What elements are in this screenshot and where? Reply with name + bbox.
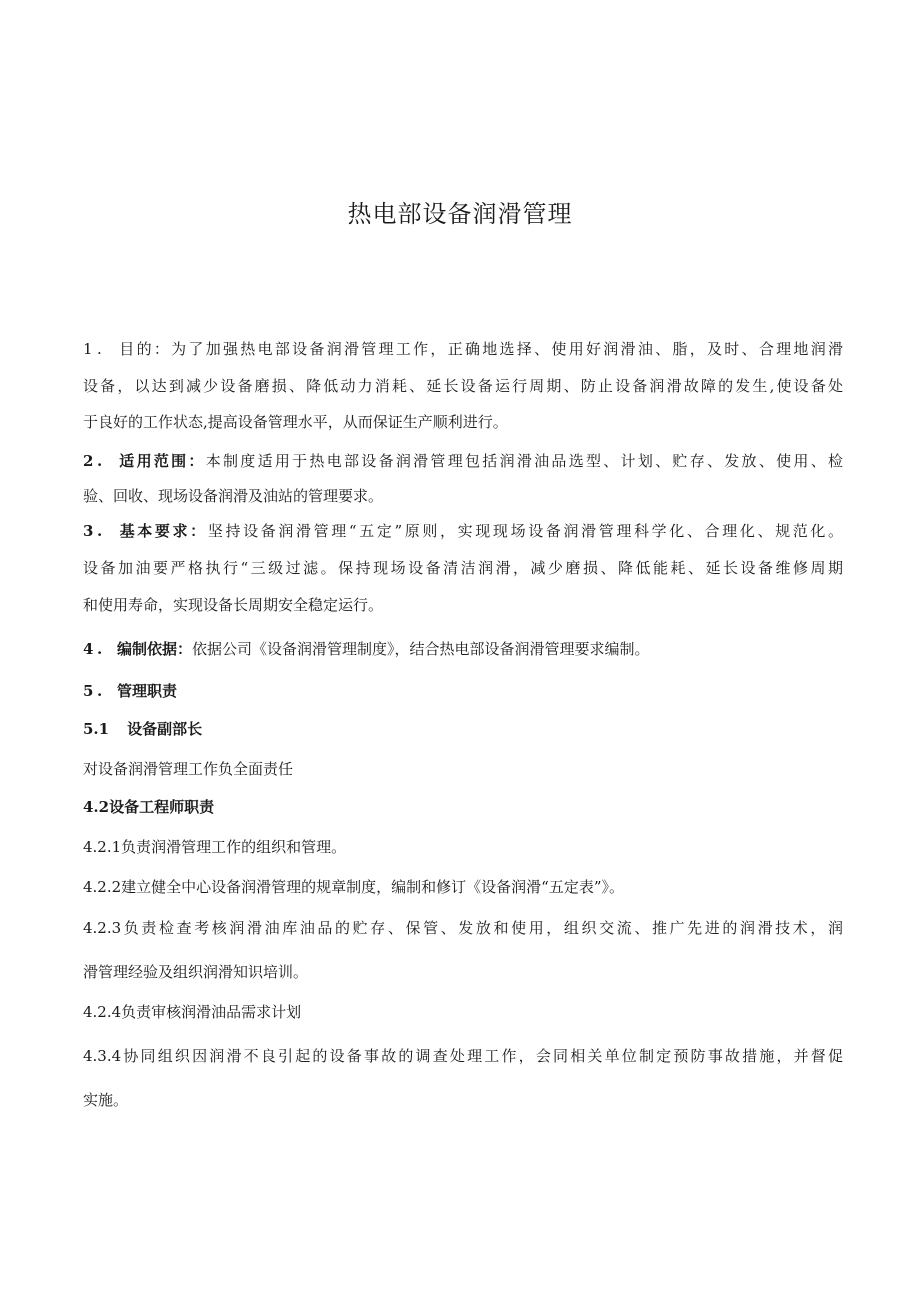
item-4-2-1: 4.2.1负责润滑管理工作的组织和管理。 xyxy=(83,838,347,856)
section-4-dot: . xyxy=(97,640,103,658)
section-4-line-1 xyxy=(83,638,843,659)
section-3-line-3: 和使用寿命，实现设备长周期安全稳定运行。 xyxy=(83,596,384,614)
section-4-text: 依据公司《设备润滑管理制度》，结合热电部设备润滑管理要求编制。 xyxy=(192,640,650,658)
subsection-4-2-heading: 4.2设备工程师职责 xyxy=(83,798,215,816)
section-1-label: 目的： xyxy=(117,340,172,358)
section-3-dot: . xyxy=(97,522,103,540)
section-3-number: 3 xyxy=(83,522,94,540)
section-3-line-2: 设备加油要严格执行“三级过滤。保持现场设备清洁润滑，减少磨损、降低能耗、延长设备维修周期 xyxy=(83,559,843,577)
item-4-3-4-line-1: 4.3.4协同组织因润滑不良引起的设备事故的调查处理工作，会同相关单位制定预防事故措施，并督促 xyxy=(83,1047,843,1065)
section-5-label: 管理职责 xyxy=(117,682,178,700)
section-1-line-1 xyxy=(83,338,843,359)
subsection-5-1-heading xyxy=(83,718,843,739)
section-1-dot: . xyxy=(97,340,102,358)
subsection-5-1-text: 对设备润滑管理工作负全面责任 xyxy=(83,760,294,778)
section-5-heading xyxy=(83,680,843,701)
section-2-label: 适用范围： xyxy=(117,452,206,470)
item-4-2-4: 4.2.4负责审核润滑油品需求计划 xyxy=(83,1003,302,1021)
section-2-line-2: 验、回收、现场设备润滑及油站的管理要求。 xyxy=(83,487,384,505)
section-1-line-3: 于良好的工作状态,提高设备管理水平，从而保证生产顺利进行。 xyxy=(83,413,508,431)
section-5-dot: . xyxy=(97,682,103,700)
section-2-dot: . xyxy=(97,452,103,470)
item-4-3-4-line-2: 实施。 xyxy=(83,1091,129,1109)
section-3-line-1 xyxy=(83,520,843,541)
section-5-number: 5 xyxy=(83,682,94,700)
section-1-number: 1 xyxy=(83,340,93,358)
subsection-5-1-label: 设备副部长 xyxy=(127,720,203,738)
subsection-5-1-number: 5.1 xyxy=(83,720,110,738)
document-title: 热电部设备润滑管理 xyxy=(347,200,573,228)
section-4-label: 编制依据： xyxy=(117,640,193,658)
section-2-text-1: 本制度适用于热电部设备润滑管理包括润滑油品选型、计划、贮存、发放、使用、检 xyxy=(205,452,843,470)
section-1-line-2: 设备，以达到减少设备磨损、降低动力消耗、延长设备运行周期、防止设备润滑故障的发生,使设备处 xyxy=(83,377,843,395)
item-4-2-3-line-2: 滑管理经验及组织润滑知识培训。 xyxy=(83,963,309,981)
section-2-number: 2 xyxy=(83,452,94,470)
item-4-2-3-line-1: 4.2.3负责检查考核润滑油库油品的贮存、保管、发放和使用，组织交流、推广先进的润滑技术，润 xyxy=(83,919,843,937)
section-2-line-1 xyxy=(83,450,843,471)
item-4-2-2: 4.2.2建立健全中心设备润滑管理的规章制度，编制和修订《设备润滑“五定表”》。 xyxy=(83,878,625,896)
section-3-label: 基本要求： xyxy=(117,522,208,540)
section-1-text-1: 为了加强热电部设备润滑管理工作，正确地选择、使用好润滑油、脂，及时、合理地润滑 xyxy=(171,340,843,358)
section-4-number: 4 xyxy=(83,640,94,658)
section-3-text-1: 坚持设备润滑管理“五定”原则，实现现场设备润滑管理科学化、合理化、规范化。 xyxy=(207,522,843,540)
